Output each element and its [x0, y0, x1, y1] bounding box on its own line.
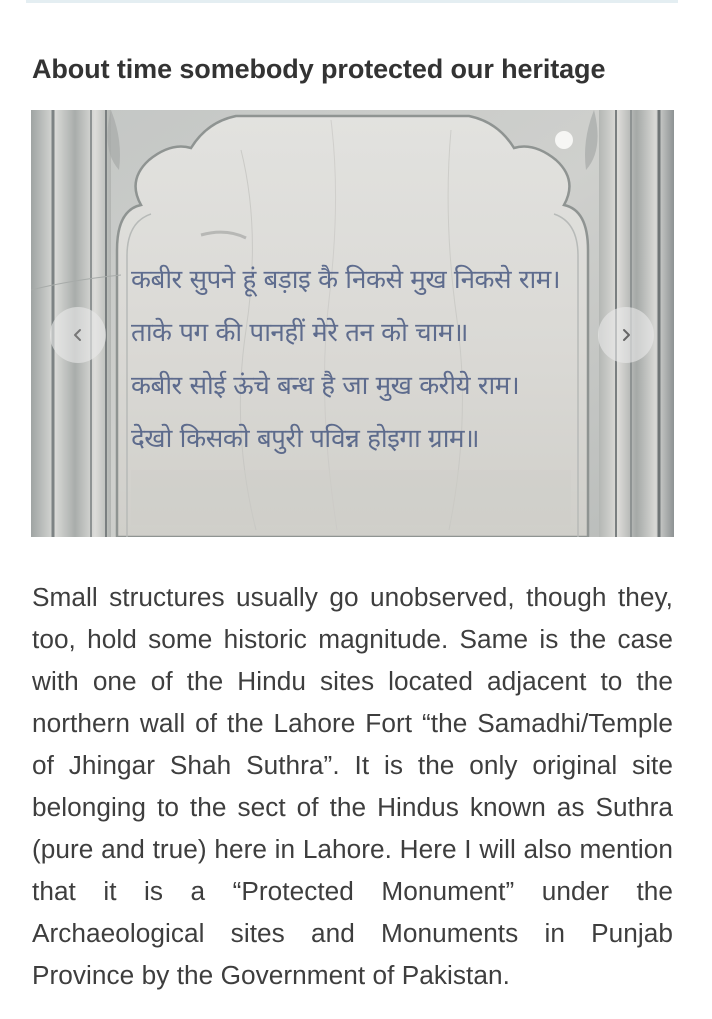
inscription-line: ताके पग की पानहीं मेरे तन को चाम॥ [131, 318, 468, 348]
inscription-line: कबीर सुपने हूं बड़ाइ कै निकसे मुख निकसे राम। [131, 265, 561, 295]
inscription-line: देखो किसको बपुरी पविन्न होइगा ग्राम॥ [131, 424, 480, 454]
chevron-right-icon [619, 327, 633, 343]
slider-prev-button[interactable] [50, 307, 106, 363]
image-slider[interactable] [31, 110, 674, 537]
article-body: Small structures usually go unobserved, though they, too, hold some historic magnitude. Same is the case with one of the Hindu sites located adjacent to the northern wall of the Lahore Fort “the Samadhi/Temple of Jhingar Shah Suthra”. It is the only original site belonging to the sect of the Hindus known as Suthra (pure and true) here in Lahore. Here I will also mention that it is a “Protected Monument” under the Archaeological sites and Monuments in Punjab Province by the Government of Pakistan. [32, 582, 673, 990]
slider-next-button[interactable] [598, 307, 654, 363]
chevron-left-icon [71, 327, 85, 343]
article-title: About time somebody protected our heritage [32, 54, 606, 84]
top-divider [26, 0, 678, 3]
inscription-line: कबीर सोई ऊंचे बन्ध है जा मुख करीये राम। [131, 371, 520, 401]
